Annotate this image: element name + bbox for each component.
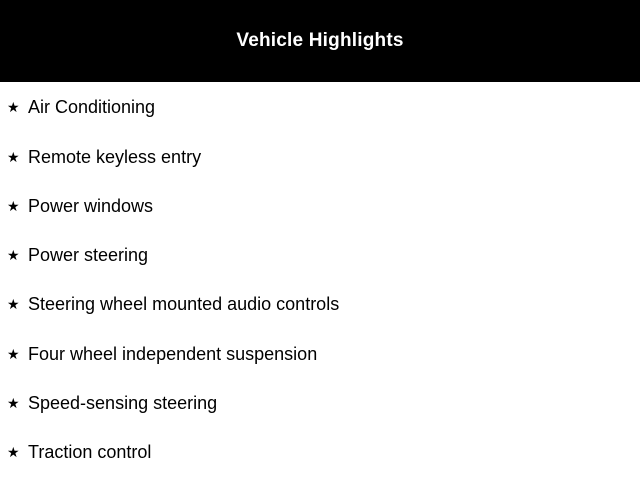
- list-item-label: Power steering: [28, 245, 149, 265]
- list-item-label: Speed-sensing steering: [28, 393, 218, 413]
- list-item-label: Traction control: [28, 442, 152, 462]
- page-title: Vehicle Highlights: [236, 30, 404, 51]
- star-icon: ★: [7, 444, 20, 460]
- star-icon: ★: [7, 99, 20, 115]
- star-icon: ★: [7, 149, 20, 165]
- list-item-label: Remote keyless entry: [28, 147, 202, 167]
- star-icon: ★: [7, 395, 20, 411]
- list-item-label: Four wheel independent suspension: [28, 344, 318, 364]
- star-icon: ★: [7, 296, 20, 312]
- list-item-label: Steering wheel mounted audio controls: [28, 294, 340, 314]
- star-icon: ★: [7, 346, 20, 362]
- list-item-label: Air Conditioning: [28, 97, 156, 117]
- star-icon: ★: [7, 198, 20, 214]
- star-icon: ★: [7, 247, 20, 263]
- list-item-label: Power windows: [28, 196, 154, 216]
- header-bar: [0, 0, 640, 82]
